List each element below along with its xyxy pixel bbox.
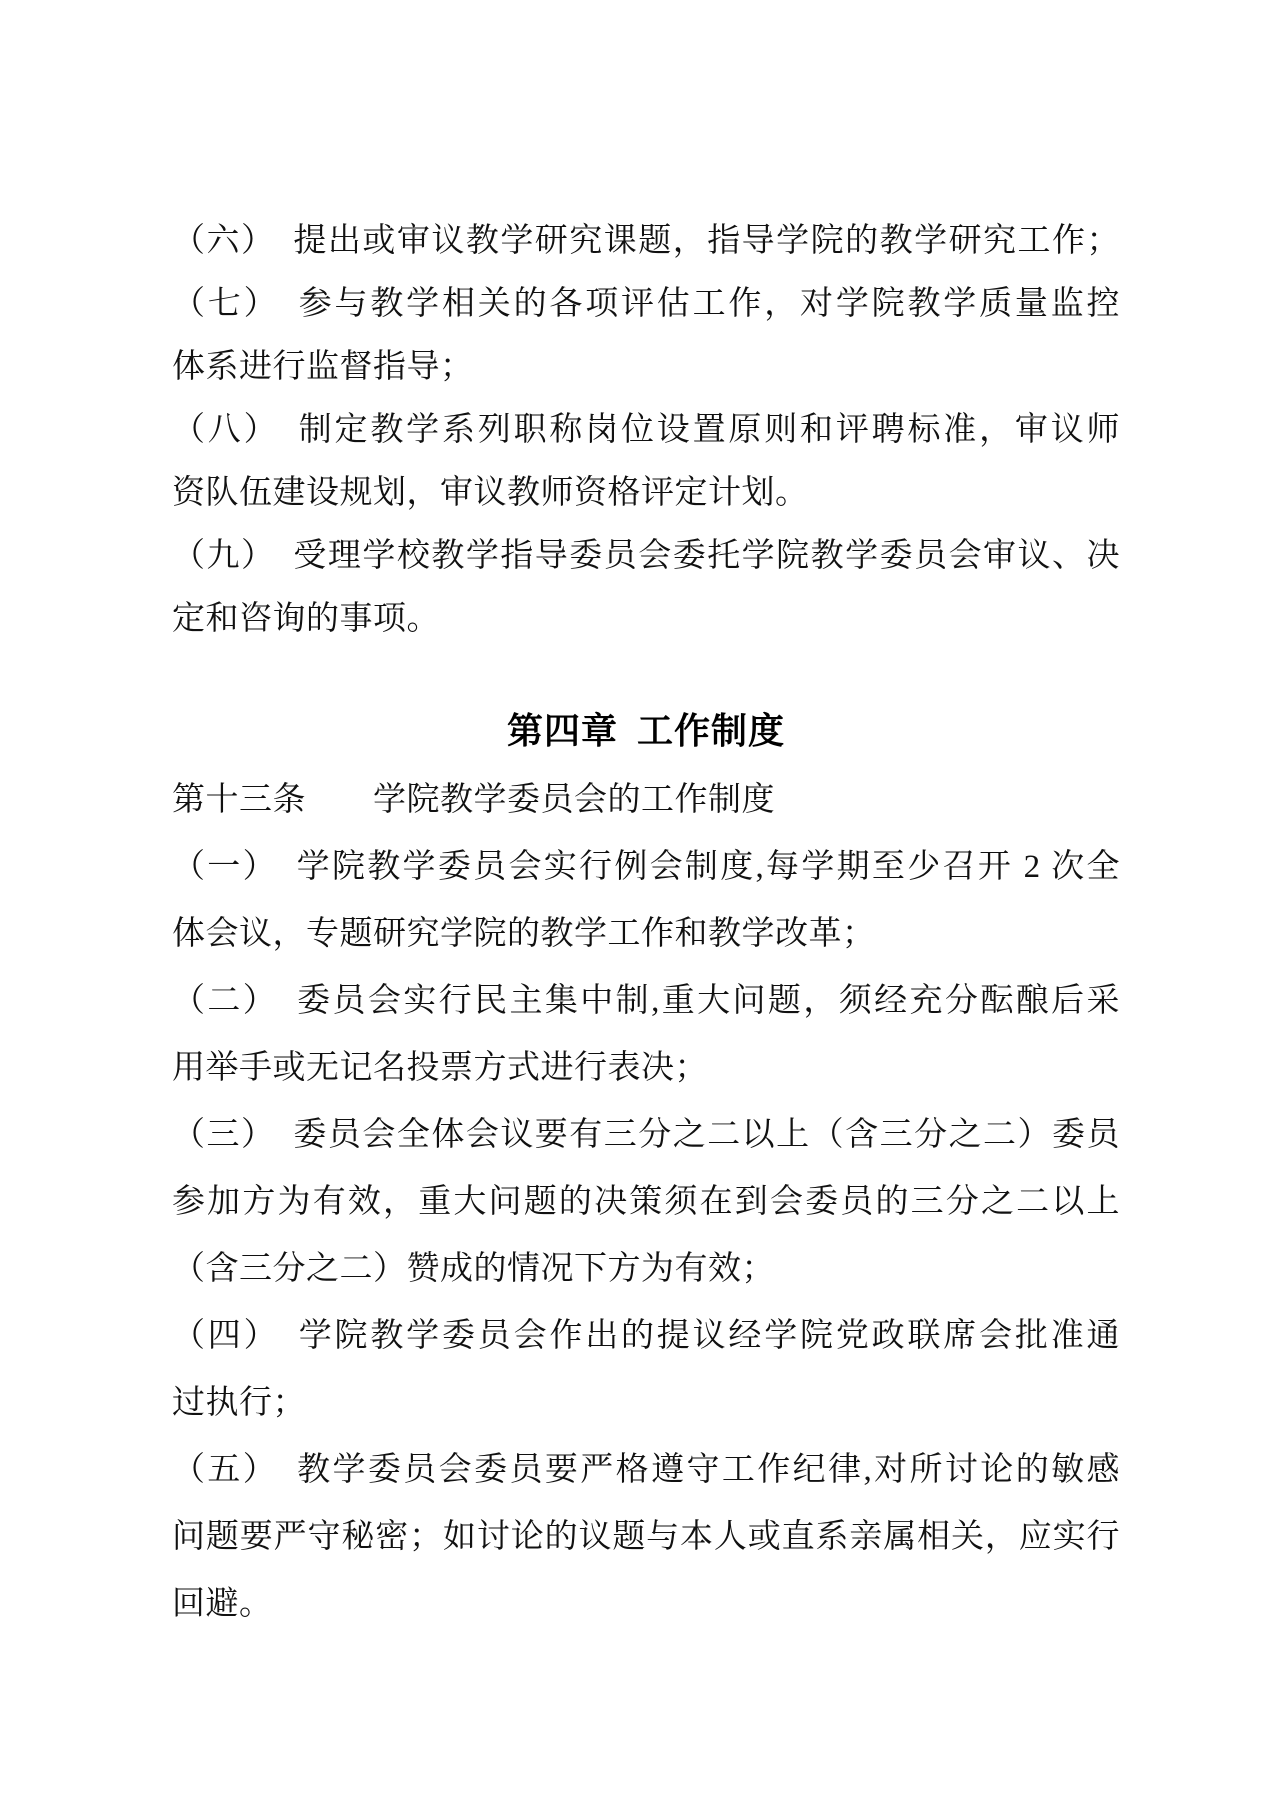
document-line: （六） 提出或审议教学研究课题，指导学院的教学研究工作；: [172, 223, 1120, 259]
clauses-section-lower: [172, 767, 1120, 1638]
document-line: （四） 学院教学委员会作出的提议经学院党政联席会批准通: [172, 1318, 1120, 1354]
document-line: 资队伍建设规划，审议教师资格评定计划。: [172, 475, 809, 511]
document-line: 定和咨询的事项。: [172, 601, 440, 637]
document-line: 用举手或无记名投票方式进行表决；: [172, 1050, 708, 1086]
document-line: （一） 学院教学委员会实行例会制度,每学期至少召开 2 次全: [172, 849, 1120, 885]
document-line: （八） 制定教学系列职称岗位设置原则和评聘标准，审议师: [172, 412, 1120, 448]
document-line: （五） 教学委员会委员要严格遵守工作纪律,对所讨论的敏感: [172, 1452, 1120, 1488]
chapter-heading: 第四章 工作制度: [506, 710, 785, 751]
article-heading-line: 第十三条 学院教学委员会的工作制度: [172, 782, 775, 818]
document-line: 问题要严守秘密；如讨论的议题与本人或直系亲属相关，应实行: [172, 1519, 1120, 1555]
document-line: （三） 委员会全体会议要有三分之二以上（含三分之二）委员: [172, 1117, 1120, 1153]
clauses-section-upper: [172, 210, 1120, 651]
document-line: 参加方为有效，重大问题的决策须在到会委员的三分之二以上: [172, 1184, 1120, 1220]
document-text-column: [172, 0, 1120, 1638]
document-line: 体会议，专题研究学院的教学工作和教学改革；: [172, 916, 876, 952]
document-line: （九） 受理学校教学指导委员会委托学院教学委员会审议、决: [172, 538, 1120, 574]
document-line: 过执行；: [172, 1385, 306, 1421]
document-line: 回避。: [172, 1586, 273, 1622]
document-line: 体系进行监督指导；: [172, 349, 474, 385]
document-line: （含三分之二）赞成的情况下方为有效；: [172, 1251, 775, 1287]
document-line: （二） 委员会实行民主集中制,重大问题，须经充分酝酿后采: [172, 983, 1120, 1019]
document-line: （七） 参与教学相关的各项评估工作，对学院教学质量监控: [172, 286, 1120, 322]
